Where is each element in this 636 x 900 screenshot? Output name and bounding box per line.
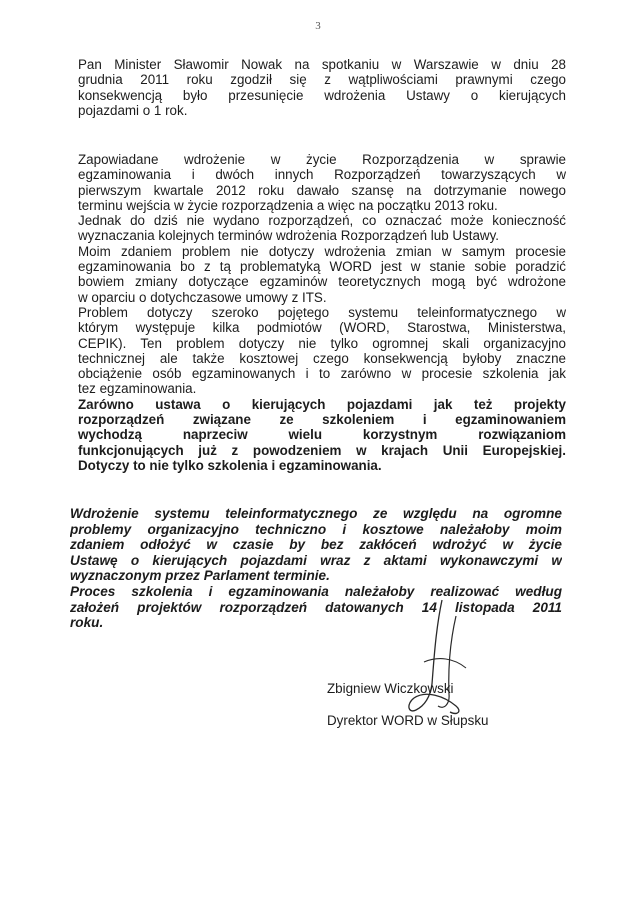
text-line: wychodzą naprzeciw wielu korzystnym rozwiązaniom	[78, 427, 566, 443]
text-line: Moim zdaniem problem nie dotyczy wdrożenia zmian w samym procesie	[78, 243, 566, 259]
paragraph-minister-meeting	[78, 57, 566, 118]
text-line: egzaminowania bo z tą problematyką WORD jest w stanie sobie poradzić	[78, 259, 566, 275]
text-line: pierwszym kwartale 2012 roku dawało szansę na dotrzymanie nowego	[78, 182, 566, 198]
text-line: Pan Minister Sławomir Nowak na spotkaniu w Warszawie w dniu 28	[78, 57, 566, 72]
text-line: egzaminowania i dwóch innych Rozporządzeń towarzyszących w	[78, 167, 566, 183]
text-line: Wdrożenie systemu teleinformatycznego ze względu na ogromne	[70, 506, 562, 521]
text-line: roku.	[70, 615, 104, 631]
text-line: funkcjonujących już z powodzeniem w krajach Unii Europejskiej.	[78, 442, 566, 458]
text-line: w oparciu o dotychczasowe umowy z ITS.	[78, 289, 327, 305]
text-line: pojazdami o 1 rok.	[78, 102, 188, 118]
signatory-name: Zbigniew Wiczkowski	[327, 681, 454, 696]
text-line: tez egzaminowania.	[78, 381, 197, 397]
text-line: problemy organizacyjno techniczno i kosztowe należałoby moim	[70, 521, 562, 537]
text-line: terminu wejścia w życie rozporządzenia a więc na początku 2013 roku.	[78, 197, 498, 213]
handwritten-signature	[404, 598, 474, 720]
text-line: wyznaczania kolejnych terminów wdrożenia Rozporządzeń lub Ustawy.	[78, 228, 500, 244]
text-line: rozporządzeń związane ze szkoleniem i egzaminowaniem	[78, 412, 566, 428]
text-line: założeń projektów rozporządzeń datowanych 14 listopada 2011	[70, 599, 562, 615]
paragraph-regulations	[78, 152, 566, 473]
text-line: Proces szkolenia i egzaminowania należałoby realizować według	[70, 583, 562, 599]
text-line: Jednak do dziś nie wydano rozporządzeń, co oznaczać może konieczność	[78, 213, 566, 229]
text-line: technicznej ale także kosztowej czego konsekwencją byłoby znaczne	[78, 350, 566, 366]
text-line: Ustawę o kierujących pojazdami wraz z aktami wykonawczymi w	[70, 552, 562, 568]
text-line: bowiem zmiany dotyczące egzaminów teoretycznych mogą być wdrożone	[78, 274, 566, 290]
text-line: konsekwencją było przesunięcie wdrożenia Ustawy o kierujących	[78, 87, 566, 103]
text-line: zdaniem odłożyć w czasie by bez zakłóceń wdrożyć w życie	[70, 537, 562, 553]
text-line: grudnia 2011 roku zgodził się z wątpliwościami prawnymi czego	[78, 72, 566, 88]
text-line: Zapowiadane wdrożenie w życie Rozporządzenia w sprawie	[78, 152, 566, 167]
signatory-title: Dyrektor WORD w Słupsku	[327, 713, 489, 728]
text-line: Zarówno ustawa o kierujących pojazdami jak też projekty	[78, 396, 566, 412]
text-line: Problem dotyczy szeroko pojętego systemu teleinformatycznego w	[78, 304, 566, 320]
text-line: którym występuje kilka podmiotów (WORD, Starostwa, Ministerstwa,	[78, 320, 566, 336]
text-line: wyznaczonym przez Parlament terminie.	[70, 568, 330, 584]
text-line: obciążenie osób egzaminowanych i to zarówno w procesie szkolenia jak	[78, 366, 566, 382]
page-number: 3	[315, 20, 321, 32]
paragraph-conclusion	[70, 506, 562, 631]
text-line: Dotyczy to nie tylko szkolenia i egzaminowania.	[78, 457, 382, 473]
text-line: CEPIK). Ten problem dotyczy nie tylko ogromnej skali organizacyjno	[78, 335, 566, 351]
